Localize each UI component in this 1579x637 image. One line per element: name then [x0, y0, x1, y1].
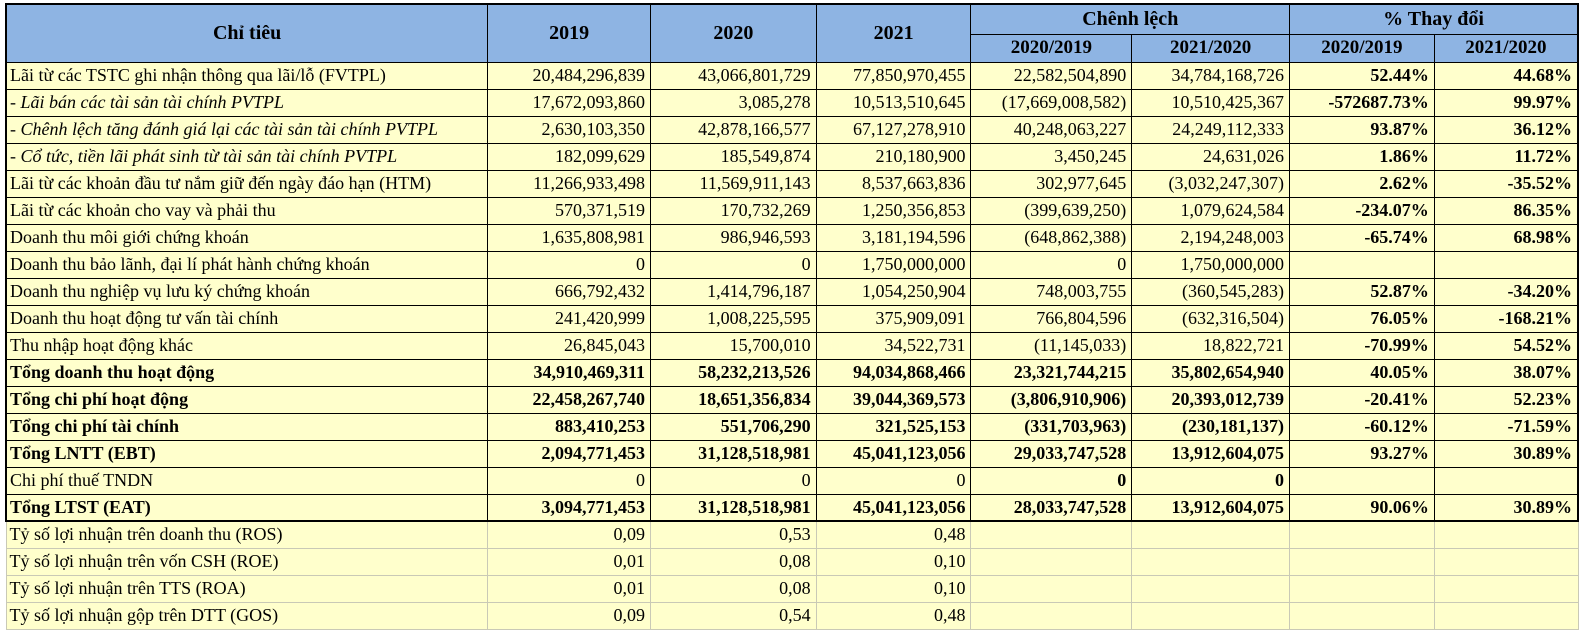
header-2020[interactable]: 2020 — [650, 4, 816, 62]
cell-2019[interactable]: 666,792,432 — [488, 278, 651, 305]
cell-pct-2020-2019[interactable]: -234.07% — [1290, 197, 1435, 224]
cell-pct-2021-2020[interactable] — [1434, 521, 1578, 548]
cell-pct-2021-2020[interactable]: 86.35% — [1434, 197, 1578, 224]
cell-pct-2020-2019[interactable] — [1290, 521, 1435, 548]
cell-2019[interactable]: 34,910,469,311 — [488, 359, 651, 386]
table-row — [6, 197, 1578, 224]
header-pct-2021-2020[interactable]: 2021/2020 — [1434, 34, 1578, 62]
cell-pct-2020-2019[interactable]: 52.87% — [1290, 278, 1435, 305]
cell-chenh-lech-2021-2020[interactable]: (632,316,504) — [1132, 305, 1290, 332]
cell-chenh-lech-2020-2019[interactable]: 29,033,747,528 — [971, 440, 1132, 467]
table-row — [6, 170, 1578, 197]
row-label-cell[interactable]: - Lãi bán các tài sản tài chính PVTPL — [6, 89, 488, 116]
table-row — [6, 575, 1578, 602]
cell-2021[interactable]: 0,48 — [816, 602, 971, 629]
cell-2021[interactable]: 0,48 — [816, 521, 971, 548]
cell-2021[interactable]: 210,180,900 — [816, 143, 971, 170]
cell-pct-2021-2020[interactable]: 11.72% — [1434, 143, 1578, 170]
cell-pct-2021-2020[interactable]: -35.52% — [1434, 170, 1578, 197]
cell-pct-2021-2020[interactable] — [1434, 575, 1578, 602]
table-row — [6, 251, 1578, 278]
cell-pct-2020-2019[interactable]: -65.74% — [1290, 224, 1435, 251]
header-2019[interactable]: 2019 — [488, 4, 651, 62]
cell-chenh-lech-2021-2020[interactable]: (360,545,283) — [1132, 278, 1290, 305]
header-group-pct-thay-doi[interactable]: % Thay đổi — [1290, 4, 1578, 34]
table-row — [6, 62, 1578, 89]
cell-2020[interactable]: 0 — [650, 251, 816, 278]
cell-chenh-lech-2020-2019[interactable]: (11,145,033) — [971, 332, 1132, 359]
cell-2020[interactable]: 185,549,874 — [650, 143, 816, 170]
row-label-cell[interactable]: Tổng chi phí tài chính — [6, 413, 488, 440]
cell-chenh-lech-2021-2020[interactable]: 20,393,012,739 — [1132, 386, 1290, 413]
cell-2021[interactable]: 10,513,510,645 — [816, 89, 971, 116]
cell-chenh-lech-2021-2020[interactable]: (230,181,137) — [1132, 413, 1290, 440]
cell-2019[interactable]: 570,371,519 — [488, 197, 651, 224]
cell-2020[interactable]: 18,651,356,834 — [650, 386, 816, 413]
cell-chenh-lech-2021-2020[interactable]: 10,510,425,367 — [1132, 89, 1290, 116]
cell-pct-2020-2019[interactable]: 2.62% — [1290, 170, 1435, 197]
table-row — [6, 386, 1578, 413]
cell-pct-2020-2019[interactable] — [1290, 251, 1435, 278]
cell-2021[interactable]: 34,522,731 — [816, 332, 971, 359]
cell-2019[interactable]: 3,094,771,453 — [488, 494, 651, 521]
row-label-cell[interactable]: Chi phí thuế TNDN — [6, 467, 488, 494]
table-row — [6, 413, 1578, 440]
cell-chenh-lech-2020-2019[interactable]: 23,321,744,215 — [971, 359, 1132, 386]
table-row — [6, 467, 1578, 494]
cell-2019[interactable]: 883,410,253 — [488, 413, 651, 440]
cell-chenh-lech-2021-2020[interactable]: 24,631,026 — [1132, 143, 1290, 170]
cell-chenh-lech-2020-2019[interactable] — [971, 575, 1132, 602]
cell-2020[interactable]: 3,085,278 — [650, 89, 816, 116]
row-label-cell[interactable]: Tổng chi phí hoạt động — [6, 386, 488, 413]
cell-2019[interactable]: 11,266,933,498 — [488, 170, 651, 197]
cell-chenh-lech-2020-2019[interactable] — [971, 521, 1132, 548]
cell-2019[interactable]: 0,01 — [488, 548, 651, 575]
cell-chenh-lech-2021-2020[interactable] — [1132, 548, 1290, 575]
cell-2019[interactable]: 0,01 — [488, 575, 651, 602]
cell-2019[interactable]: 2,094,771,453 — [488, 440, 651, 467]
cell-2020[interactable]: 31,128,518,981 — [650, 494, 816, 521]
cell-2019[interactable]: 1,635,808,981 — [488, 224, 651, 251]
cell-2020[interactable]: 0,08 — [650, 575, 816, 602]
cell-pct-2020-2019[interactable]: -572687.73% — [1290, 89, 1435, 116]
cell-2021[interactable]: 1,250,356,853 — [816, 197, 971, 224]
cell-chenh-lech-2021-2020[interactable]: 34,784,168,726 — [1132, 62, 1290, 89]
cell-2020[interactable]: 42,878,166,577 — [650, 116, 816, 143]
cell-2019[interactable]: 26,845,043 — [488, 332, 651, 359]
cell-chenh-lech-2020-2019[interactable]: (648,862,388) — [971, 224, 1132, 251]
table-row — [6, 494, 1578, 521]
cell-pct-2020-2019[interactable]: -20.41% — [1290, 386, 1435, 413]
cell-2021[interactable]: 321,525,153 — [816, 413, 971, 440]
cell-chenh-lech-2021-2020[interactable]: 13,912,604,075 — [1132, 494, 1290, 521]
cell-pct-2021-2020[interactable]: 36.12% — [1434, 116, 1578, 143]
table-row — [6, 359, 1578, 386]
cell-chenh-lech-2021-2020[interactable]: 24,249,112,333 — [1132, 116, 1290, 143]
cell-2020[interactable]: 170,732,269 — [650, 197, 816, 224]
cell-pct-2020-2019[interactable]: 93.27% — [1290, 440, 1435, 467]
cell-pct-2021-2020[interactable]: -71.59% — [1434, 413, 1578, 440]
header-group-chenh-lech[interactable]: Chênh lệch — [971, 4, 1290, 34]
cell-chenh-lech-2021-2020[interactable]: 2,194,248,003 — [1132, 224, 1290, 251]
row-label-cell[interactable]: - Cổ tức, tiền lãi phát sinh từ tài sản tài chính PVTPL — [6, 143, 488, 170]
cell-2019[interactable]: 0 — [488, 467, 651, 494]
cell-2021[interactable]: 45,041,123,056 — [816, 494, 971, 521]
cell-pct-2020-2019[interactable]: 52.44% — [1290, 62, 1435, 89]
cell-pct-2021-2020[interactable]: 68.98% — [1434, 224, 1578, 251]
cell-2019[interactable]: 182,099,629 — [488, 143, 651, 170]
cell-pct-2021-2020[interactable]: -168.21% — [1434, 305, 1578, 332]
row-label-cell[interactable]: Lãi từ các khoản cho vay và phải thu — [6, 197, 488, 224]
table-row — [6, 521, 1578, 548]
cell-chenh-lech-2021-2020[interactable]: 13,912,604,075 — [1132, 440, 1290, 467]
row-label-cell[interactable]: Lãi từ các khoản đầu tư nắm giữ đến ngày đáo hạn (HTM) — [6, 170, 488, 197]
cell-2021[interactable]: 77,850,970,455 — [816, 62, 971, 89]
cell-chenh-lech-2020-2019[interactable]: 0 — [971, 251, 1132, 278]
cell-chenh-lech-2020-2019[interactable]: (331,703,963) — [971, 413, 1132, 440]
row-label-cell[interactable]: Tỷ số lợi nhuận trên vốn CSH (ROE) — [6, 548, 488, 575]
row-label-cell[interactable]: Doanh thu bảo lãnh, đại lí phát hành chứng khoán — [6, 251, 488, 278]
cell-pct-2021-2020[interactable]: 30.89% — [1434, 494, 1578, 521]
row-label-cell[interactable]: Tỷ số lợi nhuận trên TTS (ROA) — [6, 575, 488, 602]
cell-chenh-lech-2020-2019[interactable]: 22,582,504,890 — [971, 62, 1132, 89]
cell-2021[interactable]: 67,127,278,910 — [816, 116, 971, 143]
cell-2020[interactable]: 31,128,518,981 — [650, 440, 816, 467]
row-label-cell[interactable]: Tổng LTST (EAT) — [6, 494, 488, 521]
cell-2021[interactable]: 8,537,663,836 — [816, 170, 971, 197]
cell-pct-2021-2020[interactable] — [1434, 251, 1578, 278]
cell-2020[interactable]: 551,706,290 — [650, 413, 816, 440]
cell-2020[interactable]: 43,066,801,729 — [650, 62, 816, 89]
cell-pct-2020-2019[interactable]: 40.05% — [1290, 359, 1435, 386]
cell-2021[interactable]: 375,909,091 — [816, 305, 971, 332]
cell-chenh-lech-2021-2020[interactable]: 18,822,721 — [1132, 332, 1290, 359]
table-row — [6, 440, 1578, 467]
cell-pct-2021-2020[interactable] — [1434, 548, 1578, 575]
cell-2019[interactable]: 2,630,103,350 — [488, 116, 651, 143]
cell-2020[interactable]: 1,008,225,595 — [650, 305, 816, 332]
financial-table — [5, 3, 1579, 630]
table-row — [6, 602, 1578, 629]
cell-chenh-lech-2020-2019[interactable]: 0 — [971, 467, 1132, 494]
cell-pct-2020-2019[interactable] — [1290, 467, 1435, 494]
cell-chenh-lech-2020-2019[interactable]: (3,806,910,906) — [971, 386, 1132, 413]
cell-chenh-lech-2020-2019[interactable]: 748,003,755 — [971, 278, 1132, 305]
row-label-cell[interactable]: Lãi từ các TSTC ghi nhận thông qua lãi/lỗ (FVTPL) — [6, 62, 488, 89]
cell-chenh-lech-2020-2019[interactable]: 766,804,596 — [971, 305, 1132, 332]
cell-chenh-lech-2021-2020[interactable]: 1,079,624,584 — [1132, 197, 1290, 224]
cell-chenh-lech-2021-2020[interactable] — [1132, 521, 1290, 548]
cell-pct-2021-2020[interactable]: 30.89% — [1434, 440, 1578, 467]
cell-chenh-lech-2021-2020[interactable] — [1132, 575, 1290, 602]
row-label-cell[interactable]: Tỷ số lợi nhuận trên doanh thu (ROS) — [6, 521, 488, 548]
header-chenh-lech-2021-2020[interactable]: 2021/2020 — [1132, 34, 1290, 62]
cell-pct-2020-2019[interactable] — [1290, 602, 1435, 629]
cell-pct-2020-2019[interactable]: -70.99% — [1290, 332, 1435, 359]
cell-2020[interactable]: 58,232,213,526 — [650, 359, 816, 386]
cell-2021[interactable]: 39,044,369,573 — [816, 386, 971, 413]
table-row — [6, 116, 1578, 143]
row-label-cell[interactable]: - Chênh lệch tăng đánh giá lại các tài sản tài chính PVTPL — [6, 116, 488, 143]
header-pct-2020-2019[interactable]: 2020/2019 — [1290, 34, 1435, 62]
cell-2019[interactable]: 0,09 — [488, 521, 651, 548]
cell-pct-2021-2020[interactable]: 44.68% — [1434, 62, 1578, 89]
header-2021[interactable]: 2021 — [816, 4, 971, 62]
cell-chenh-lech-2021-2020[interactable]: (3,032,247,307) — [1132, 170, 1290, 197]
table-row — [6, 278, 1578, 305]
cell-chenh-lech-2021-2020[interactable]: 0 — [1132, 467, 1290, 494]
cell-chenh-lech-2020-2019[interactable]: (17,669,008,582) — [971, 89, 1132, 116]
cell-pct-2020-2019[interactable]: 90.06% — [1290, 494, 1435, 521]
cell-pct-2020-2019[interactable]: 76.05% — [1290, 305, 1435, 332]
cell-2020[interactable]: 0 — [650, 467, 816, 494]
row-label-cell[interactable]: Tổng LNTT (EBT) — [6, 440, 488, 467]
table-row — [6, 89, 1578, 116]
cell-pct-2021-2020[interactable]: -34.20% — [1434, 278, 1578, 305]
table-row — [6, 143, 1578, 170]
cell-2019[interactable]: 241,420,999 — [488, 305, 651, 332]
cell-2020[interactable]: 0,08 — [650, 548, 816, 575]
cell-2021[interactable]: 1,054,250,904 — [816, 278, 971, 305]
header-chi-tieu[interactable]: Chỉ tiêu — [6, 4, 488, 62]
cell-pct-2021-2020[interactable] — [1434, 602, 1578, 629]
cell-2019[interactable]: 17,672,093,860 — [488, 89, 651, 116]
cell-pct-2020-2019[interactable] — [1290, 548, 1435, 575]
table-row — [6, 548, 1578, 575]
cell-chenh-lech-2020-2019[interactable] — [971, 548, 1132, 575]
cell-2020[interactable]: 1,414,796,187 — [650, 278, 816, 305]
cell-2020[interactable]: 11,569,911,143 — [650, 170, 816, 197]
row-label-cell[interactable]: Doanh thu nghiệp vụ lưu ký chứng khoán — [6, 278, 488, 305]
cell-2021[interactable]: 0,10 — [816, 548, 971, 575]
row-label-cell[interactable]: Thu nhập hoạt động khác — [6, 332, 488, 359]
cell-2019[interactable]: 0,09 — [488, 602, 651, 629]
cell-2021[interactable]: 1,750,000,000 — [816, 251, 971, 278]
cell-pct-2021-2020[interactable]: 99.97% — [1434, 89, 1578, 116]
cell-2021[interactable]: 0 — [816, 467, 971, 494]
cell-2020[interactable]: 15,700,010 — [650, 332, 816, 359]
cell-chenh-lech-2021-2020[interactable] — [1132, 602, 1290, 629]
cell-pct-2020-2019[interactable] — [1290, 575, 1435, 602]
cell-pct-2020-2019[interactable]: 93.87% — [1290, 116, 1435, 143]
header-chenh-lech-2020-2019[interactable]: 2020/2019 — [971, 34, 1132, 62]
table-row — [6, 305, 1578, 332]
row-label-cell[interactable]: Tổng doanh thu hoạt động — [6, 359, 488, 386]
cell-2019[interactable]: 22,458,267,740 — [488, 386, 651, 413]
cell-2020[interactable]: 0,53 — [650, 521, 816, 548]
cell-2019[interactable]: 0 — [488, 251, 651, 278]
row-label-cell[interactable]: Tỷ số lợi nhuận gộp trên DTT (GOS) — [6, 602, 488, 629]
cell-chenh-lech-2021-2020[interactable]: 35,802,654,940 — [1132, 359, 1290, 386]
cell-2021[interactable]: 3,181,194,596 — [816, 224, 971, 251]
cell-chenh-lech-2020-2019[interactable]: 3,450,245 — [971, 143, 1132, 170]
cell-2021[interactable]: 94,034,868,466 — [816, 359, 971, 386]
cell-pct-2021-2020[interactable] — [1434, 467, 1578, 494]
cell-chenh-lech-2020-2019[interactable]: 28,033,747,528 — [971, 494, 1132, 521]
cell-chenh-lech-2020-2019[interactable]: 40,248,063,227 — [971, 116, 1132, 143]
cell-pct-2021-2020[interactable]: 38.07% — [1434, 359, 1578, 386]
table-row — [6, 224, 1578, 251]
row-label-cell[interactable]: Doanh thu môi giới chứng khoán — [6, 224, 488, 251]
cell-2021[interactable]: 45,041,123,056 — [816, 440, 971, 467]
row-label-cell[interactable]: Doanh thu hoạt động tư vấn tài chính — [6, 305, 488, 332]
cell-2020[interactable]: 0,54 — [650, 602, 816, 629]
table-row — [6, 332, 1578, 359]
cell-pct-2021-2020[interactable]: 54.52% — [1434, 332, 1578, 359]
cell-pct-2020-2019[interactable]: 1.86% — [1290, 143, 1435, 170]
cell-pct-2021-2020[interactable]: 52.23% — [1434, 386, 1578, 413]
cell-pct-2020-2019[interactable]: -60.12% — [1290, 413, 1435, 440]
cell-chenh-lech-2020-2019[interactable]: (399,639,250) — [971, 197, 1132, 224]
cell-chenh-lech-2020-2019[interactable]: 302,977,645 — [971, 170, 1132, 197]
cell-chenh-lech-2020-2019[interactable] — [971, 602, 1132, 629]
cell-2020[interactable]: 986,946,593 — [650, 224, 816, 251]
cell-2019[interactable]: 20,484,296,839 — [488, 62, 651, 89]
cell-chenh-lech-2021-2020[interactable]: 1,750,000,000 — [1132, 251, 1290, 278]
cell-2021[interactable]: 0,10 — [816, 575, 971, 602]
